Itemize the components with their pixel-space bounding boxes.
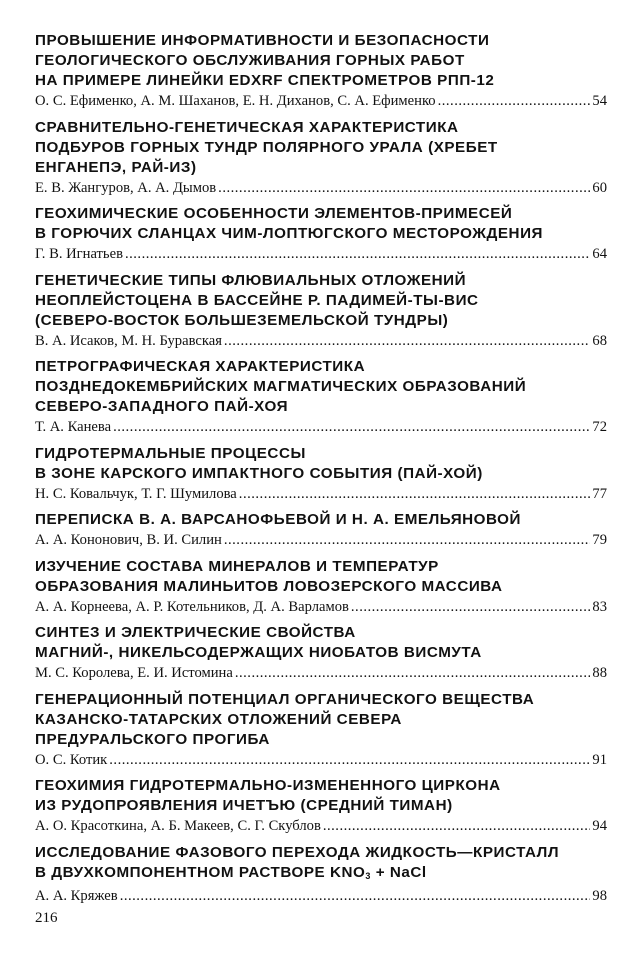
dot-leader [235, 663, 591, 683]
entry-title [35, 118, 607, 178]
dot-leader [351, 597, 591, 617]
entry-title-line: (СЕВЕРО-ВОСТОК БОЛЬШЕЗЕМЕЛЬСКОЙ ТУНДРЫ) [35, 311, 449, 329]
entry-title-line: ЕНГАНЕПЭ, РАЙ-ИЗ) [35, 158, 197, 176]
toc-entry [35, 843, 607, 906]
toc-entry [35, 271, 607, 351]
entry-title [35, 843, 607, 886]
entry-authors-row [35, 91, 607, 111]
entry-title-line: НА ПРИМЕРЕ ЛИНЕЙКИ EDXRF СПЕКТРОМЕТРОВ РПП-12 [35, 72, 495, 89]
formula-subscript: 3 [365, 870, 371, 881]
entry-authors-row [35, 178, 607, 198]
toc-entry [35, 357, 607, 437]
entry-page: 88 [592, 665, 607, 681]
entry-authors: А. А. Корнеева, А. Р. Котельников, Д. А. Варламов [35, 598, 349, 615]
dot-leader [109, 750, 590, 770]
entry-authors-row [35, 597, 607, 617]
dot-leader [125, 244, 590, 264]
entry-title-line: ПРОВЫШЕНИЕ ИНФОРМАТИВНОСТИ И БЕЗОПАСНОСТИ [35, 32, 490, 49]
entry-page: 91 [592, 751, 607, 768]
entry-title-line: ГЕОХИМИЯ ГИДРОТЕРМАЛЬНО-ИЗМЕНЕННОГО ЦИРКОНА [35, 777, 501, 794]
entry-page: 64 [592, 246, 607, 262]
entry-page: 98 [592, 887, 607, 904]
entry-authors: О. С. Котик [35, 751, 108, 768]
page-number: 216 [35, 910, 58, 926]
entry-authors: А. А. Кряжев [35, 887, 118, 904]
entry-authors-row [35, 816, 607, 836]
entry-page: 68 [592, 332, 607, 349]
dot-leader [224, 530, 591, 550]
entry-title-line: ПОЗДНЕДОКЕМБРИЙСКИХ МАГМАТИЧЕСКИХ ОБРАЗОВАНИЙ [35, 378, 527, 395]
entry-title-line: ГЕНЕТИЧЕСКИЕ ТИПЫ ФЛЮВИАЛЬНЫХ ОТЛОЖЕНИЙ [35, 271, 467, 289]
formula-suffix: + NaCl [370, 863, 427, 881]
entry-title-line: ГЕОЛОГИЧЕСКОГО ОБСЛУЖИВАНИЯ ГОРНЫХ РАБОТ [35, 52, 465, 69]
entry-page: 72 [592, 419, 607, 435]
dot-leader [218, 178, 590, 198]
entry-authors: Е. В. Жангуров, А. А. Дымов [35, 179, 217, 196]
toc-entry [35, 623, 607, 683]
entry-authors-row [35, 663, 607, 683]
dot-leader [224, 331, 590, 351]
entry-title-line: СЕВЕРО-ЗАПАДНОГО ПАЙ-ХОЯ [35, 398, 289, 415]
dot-leader [120, 886, 591, 906]
entry-authors: В. А. Исаков, М. Н. Буравская [35, 332, 222, 349]
entry-title [35, 510, 607, 530]
entry-page: 77 [592, 485, 607, 502]
entry-authors: Т. А. Канева [35, 419, 112, 435]
entry-title [35, 690, 607, 750]
entry-title-line: КАЗАНСКО-ТАТАРСКИХ ОТЛОЖЕНИЙ СЕВЕРА [35, 710, 402, 728]
entry-authors: О. С. Ефименко, А. М. Шаханов, Е. Н. Диханов, С. А. Ефименко [35, 93, 436, 109]
toc-entry [35, 557, 607, 617]
entry-authors-row [35, 530, 607, 550]
toc-entry [35, 776, 607, 836]
entry-authors-row [35, 331, 607, 351]
entry-title-line: В ГОРЮЧИХ СЛАНЦАХ ЧИМ-ЛОПТЮГСКОГО МЕСТОРОЖДЕНИЯ [35, 225, 544, 242]
entry-page: 60 [592, 179, 607, 196]
dot-leader [438, 91, 591, 111]
entry-title-line: В ЗОНЕ КАРСКОГО ИМПАКТНОГО СОБЫТИЯ (ПАЙ-ХОЙ) [35, 464, 483, 482]
entry-title [35, 271, 607, 331]
entry-title-line: ГИДРОТЕРМАЛЬНЫЕ ПРОЦЕССЫ [35, 444, 306, 462]
entry-title [35, 776, 607, 816]
entry-title [35, 557, 607, 597]
entry-authors-row [35, 417, 607, 437]
formula-prefix: В ДВУХКОМПОНЕНТНОМ РАСТВОРЕ KNO [35, 863, 366, 881]
entry-authors-row [35, 750, 607, 770]
entry-authors-row [35, 886, 607, 906]
entry-authors: М. С. Королева, Е. И. Истомина [35, 665, 233, 681]
entry-title-line: ОБРАЗОВАНИЯ МАЛИНЬИТОВ ЛОВОЗЕРСКОГО МАССИВА [35, 577, 503, 595]
entry-title-line: СРАВНИТЕЛЬНО-ГЕНЕТИЧЕСКАЯ ХАРАКТЕРИСТИКА [35, 118, 459, 136]
entry-title [35, 204, 607, 244]
toc-entry [35, 510, 607, 550]
entry-title [35, 444, 607, 484]
entry-title-line: ПРЕДУРАЛЬСКОГО ПРОГИБА [35, 730, 270, 748]
entry-title-line: СИНТЕЗ И ЭЛЕКТРИЧЕСКИЕ СВОЙСТВА [35, 624, 356, 641]
entry-title-line: ПЕРЕПИСКА В. А. ВАРСАНОФЬЕВОЙ И Н. А. ЕМЕЛЬЯНОВОЙ [35, 511, 522, 528]
entry-authors-row [35, 244, 607, 264]
entry-title-line: ГЕОХИМИЧЕСКИЕ ОСОБЕННОСТИ ЭЛЕМЕНТОВ-ПРИМЕСЕЙ [35, 205, 513, 222]
dot-leader [323, 816, 591, 836]
entry-page: 79 [592, 532, 607, 548]
entry-authors: А. А. Кононович, В. И. Силин [35, 532, 222, 548]
entry-title-line: ИЗУЧЕНИЕ СОСТАВА МИНЕРАЛОВ И ТЕМПЕРАТУР [35, 557, 439, 575]
entry-authors-row [35, 484, 607, 504]
toc-entry [35, 31, 607, 111]
entry-title-line: МАГНИЙ-, НИКЕЛЬСОДЕРЖАЩИХ НИОБАТОВ ВИСМУТА [35, 644, 482, 661]
entry-title-line: НЕОПЛЕЙСТОЦЕНА В БАССЕЙНЕ Р. ПАДИМЕЙ-ТЫ-ВИС [35, 291, 479, 309]
table-of-contents [35, 31, 607, 912]
entry-title-line: ПОДБУРОВ ГОРНЫХ ТУНДР ПОЛЯРНОГО УРАЛА (ХРЕБЕТ [35, 138, 498, 156]
entry-title [35, 357, 607, 417]
entry-title-line [35, 863, 607, 886]
entry-page: 94 [592, 818, 607, 834]
entry-title-line: ПЕТРОГРАФИЧЕСКАЯ ХАРАКТЕРИСТИКА [35, 358, 366, 375]
entry-authors: Г. В. Игнатьев [35, 246, 123, 262]
dot-leader [113, 417, 590, 437]
entry-page: 83 [592, 598, 607, 615]
toc-entry [35, 444, 607, 504]
toc-entry [35, 204, 607, 264]
entry-title [35, 31, 607, 91]
entry-title-line: ГЕНЕРАЦИОННЫЙ ПОТЕНЦИАЛ ОРГАНИЧЕСКОГО ВЕЩЕСТВА [35, 690, 535, 708]
dot-leader [239, 484, 591, 504]
entry-title [35, 623, 607, 663]
entry-title-line: ИССЛЕДОВАНИЕ ФАЗОВОГО ПЕРЕХОДА ЖИДКОСТЬ—КРИСТАЛЛ [35, 843, 560, 861]
entry-authors: Н. С. Ковальчук, Т. Г. Шумилова [35, 485, 237, 502]
entry-page: 54 [592, 93, 607, 109]
entry-title-line: ИЗ РУДОПРОЯВЛЕНИЯ ИЧЕТЪЮ (СРЕДНИЙ ТИМАН) [35, 797, 453, 814]
toc-entry [35, 118, 607, 198]
entry-authors: А. О. Красоткина, А. Б. Макеев, С. Г. Скублов [35, 818, 321, 834]
toc-entry [35, 690, 607, 770]
